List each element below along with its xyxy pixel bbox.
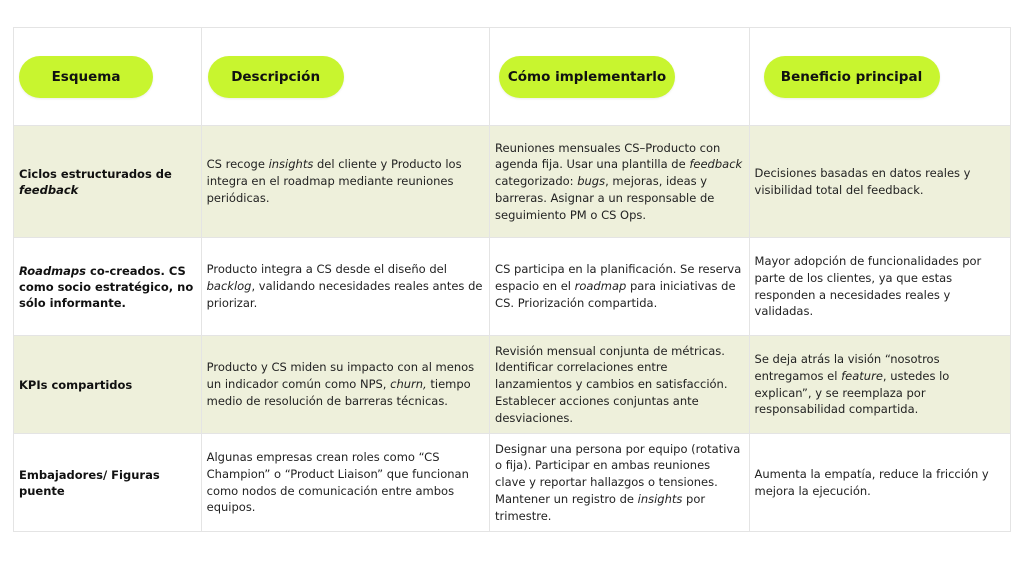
- benefit-text: Aumenta la empatía, reduce la fricción y mejora la ejecución.: [754, 466, 989, 498]
- row-implementation: [490, 238, 749, 335]
- header-cell-implementation: [490, 28, 749, 125]
- implementation-text: Reuniones mensuales CS–Producto con agenda fija. Usar una plantilla de feedback categorizado: bugs, mejoras, ideas y barreras. Asignar a un responsable de seguimiento PM o CS Ops.: [495, 140, 743, 222]
- schema-text: Ciclos estructurados de feedback: [19, 166, 172, 197]
- row-description: [202, 336, 490, 433]
- row-description: [202, 126, 490, 237]
- benefit-text: Mayor adopción de funcionalidades por parte de los clientes, ya que estas responden a necesidades reales y validadas.: [754, 253, 982, 319]
- description-text: CS recoge insights del cliente y Producto los integra en el roadmap mediante reuniones periódicas.: [206, 157, 462, 205]
- table-row: [14, 434, 1010, 531]
- implementation-text: CS participa en la planificación. Se reserva espacio en el roadmap para iniciativas de CS. Priorización compartida.: [495, 262, 742, 310]
- benefit-text: Se deja atrás la visión “nosotros entregamos el feature, ustedes lo explican”, y se reemplaza por responsabilidad compartida.: [754, 351, 950, 417]
- row-schema: [14, 434, 202, 531]
- row-schema: [14, 238, 202, 335]
- row-description: [202, 238, 490, 335]
- header-pill-benefit: Beneficio principal: [764, 56, 940, 98]
- table-row: [14, 336, 1010, 434]
- header-pill-schema: Esquema: [19, 56, 153, 98]
- row-description: [202, 434, 490, 531]
- description-text: Algunas empresas crean roles como “CS Champion” o “Product Liaison” que funcionan como nodos de comunicación entre ambos equipos.: [206, 449, 469, 515]
- row-benefit: [750, 336, 1010, 433]
- implementation-text: Designar una persona por equipo (rotativa o fija). Participar en ambas reuniones clave y reportar hallazgos o tensiones. Mantener un registro de insights por trimestre.: [495, 441, 741, 523]
- table-row: [14, 238, 1010, 336]
- row-implementation: [490, 434, 749, 531]
- benefit-text: Decisiones basadas en datos reales y visibilidad total del feedback.: [754, 165, 971, 197]
- header-pill-implementation: Cómo implementarlo: [499, 56, 675, 98]
- schema-text: Embajadores/ Figuras puente: [19, 467, 160, 498]
- implementation-text: Revisión mensual conjunta de métricas. Identificar correlaciones entre lanzamientos y cambios en satisfacción. Establecer acciones conjuntas ante desviaciones.: [495, 343, 728, 425]
- row-implementation: [490, 126, 749, 237]
- description-text: Producto integra a CS desde el diseño del backlog, validando necesidades reales antes de priorizar.: [206, 262, 483, 310]
- schema-text: KPIs compartidos: [19, 377, 133, 392]
- header-cell-description: [202, 28, 490, 125]
- row-schema: [14, 126, 202, 237]
- table-header-row: [14, 28, 1010, 126]
- header-pill-description: Descripción: [208, 56, 344, 98]
- row-implementation: [490, 336, 749, 433]
- table-row: [14, 126, 1010, 238]
- header-cell-schema: [14, 28, 202, 125]
- row-benefit: [750, 434, 1010, 531]
- description-text: Producto y CS miden su impacto con al menos un indicador común como NPS, churn, tiempo medio de resolución de barreras técnicas.: [206, 360, 475, 408]
- schema-text: Roadmaps co-creados. CS como socio estratégico, no sólo informante.: [19, 263, 194, 310]
- row-benefit: [750, 238, 1010, 335]
- comparison-table: [13, 27, 1011, 532]
- header-cell-benefit: [750, 28, 1010, 125]
- row-benefit: [750, 126, 1010, 237]
- row-schema: [14, 336, 202, 433]
